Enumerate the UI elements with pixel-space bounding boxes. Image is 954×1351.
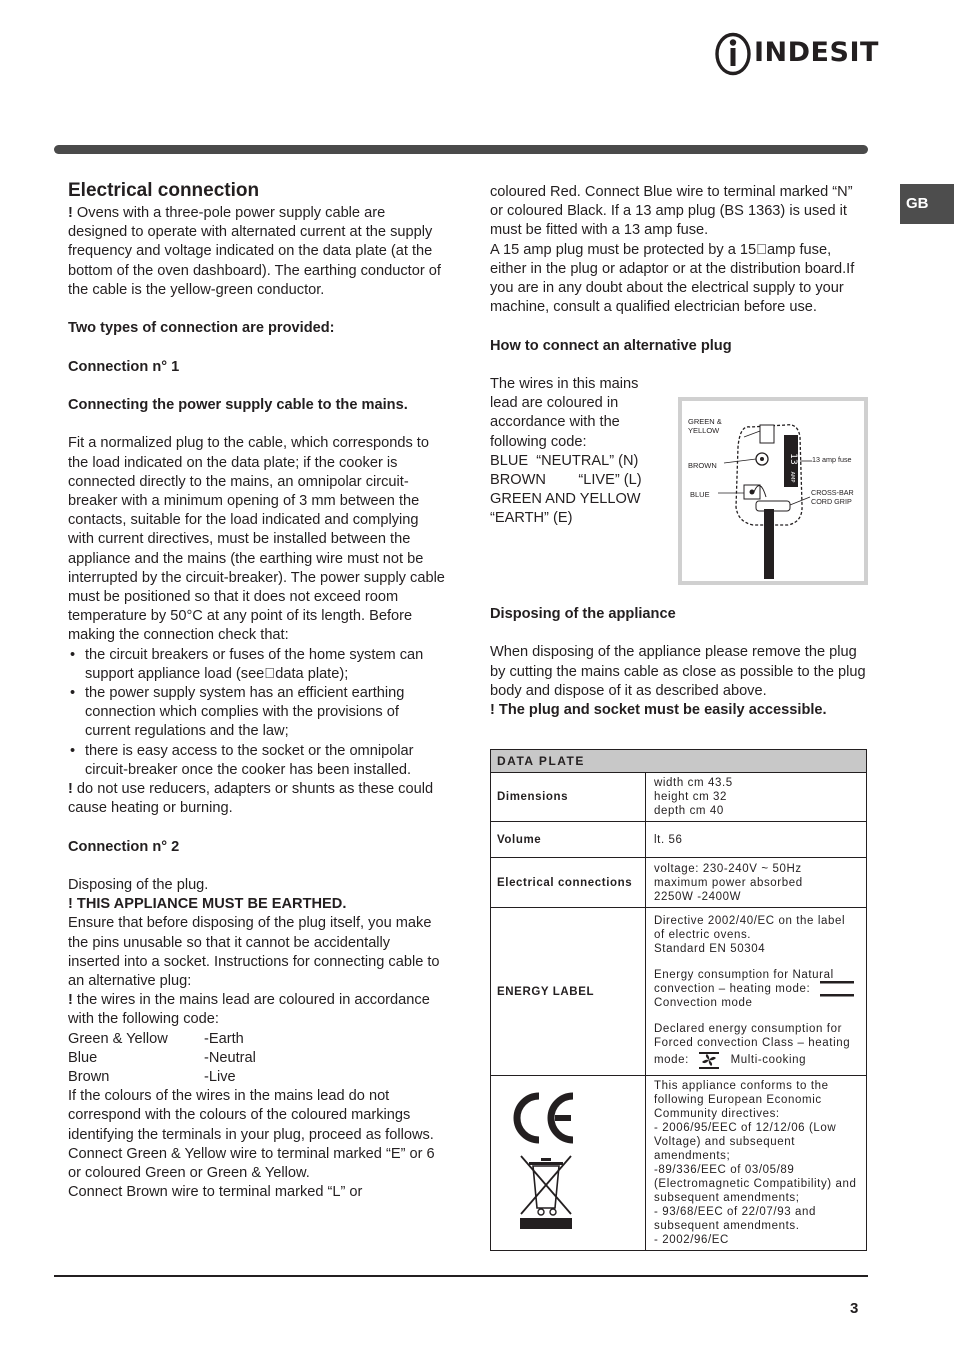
list-item: • there is easy access to the socket or the omnipolar circuit-breaker once the cooker has been installed. <box>68 742 446 780</box>
convection-mode-icon <box>820 980 854 998</box>
marks-cell <box>491 1076 646 1251</box>
warning-mark: ! <box>68 781 73 798</box>
earth-warning: ! THIS APPLIANCE MUST BE EARTHED. <box>68 896 347 913</box>
data-plate-table <box>490 749 867 1251</box>
plug-label-green: GREEN & <box>688 417 722 426</box>
alternative-plug-heading: How to connect an alternative plug <box>490 337 732 354</box>
table-row <box>491 1076 867 1251</box>
wire-line: BROWN “LIVE” (L) <box>490 472 642 489</box>
ensure-paragraph: Ensure that before disposing of the plug itself, you make the pins unusable so that it cannot be accidentally inserted into a socket. Instructions for connecting cable to an alternative plug: <box>68 915 440 990</box>
table-row <box>491 822 867 858</box>
plug-access-warning: ! The plug and socket must be easily accessible. <box>490 702 827 718</box>
connection-1-heading: Connection n° 1 <box>68 358 180 375</box>
wire-color: Green & Yellow <box>68 1030 168 1047</box>
plug-label-yellow: YELLOW <box>688 426 720 435</box>
conformity-line: - 2002/96/EC <box>654 1234 729 1246</box>
warning-mark: ! <box>68 992 73 1009</box>
energy-line: convection – heating mode: <box>654 982 811 995</box>
conformity-line: (Electromagnetic Compatibility) and <box>654 1178 857 1190</box>
table-row <box>491 908 867 1076</box>
plug-label-blue: BLUE <box>690 490 710 499</box>
wire-color: Blue <box>68 1049 98 1066</box>
conformity-line: subsequent amendments; <box>654 1192 800 1204</box>
connect-green-yellow: Connect Green & Yellow wire to terminal marked “E” or 6 or coloured Green or Green & Yellow. <box>68 1145 435 1182</box>
electrical-line: voltage: 230-240V ~ 50Hz <box>654 862 802 875</box>
conformity-line: Community directives: <box>654 1108 780 1120</box>
wires-intro-text: the wires in the mains lead are coloured in accordance with the following code: <box>68 992 430 1028</box>
wire-line: GREEN AND YELLOW <box>490 491 641 508</box>
two-types-heading: Two types of connection are provided: <box>68 320 335 337</box>
wire-colour-intro: The wires in this mains lead are coloured in accordance with the following code: <box>490 376 639 450</box>
amp-mark: AMP <box>789 471 795 483</box>
volume-value: lt. 56 <box>646 822 867 858</box>
energy-line: mode: <box>654 1053 689 1066</box>
wire-line: BLUE “NEUTRAL” (N) <box>490 452 639 469</box>
check-list <box>68 646 446 780</box>
conformity-line: amendments; <box>654 1150 731 1162</box>
plug-wiring-diagram <box>678 397 868 585</box>
wire-colour-text <box>490 375 670 529</box>
conformity-line: following European Economic <box>654 1094 822 1106</box>
electrical-label: Electrical connections <box>491 858 646 908</box>
list-item: • the power supply system has an efficient earthing connection which complies with the provisions of current regulations and the law; <box>68 684 446 742</box>
list-item: • the circuit breakers or fuses of the home system can support appliance load (see data plate); <box>68 646 446 684</box>
conformity-line: Voltage) and subsequent <box>654 1136 796 1148</box>
conformity-line: This appliance conforms to the <box>654 1080 829 1092</box>
language-tab: GB <box>900 184 954 224</box>
electrical-line: 2250W -2400W <box>654 890 742 903</box>
fuse-paragraph: A 15 amp plug must be protected by a 15 amp fuse, either in the plug or adaptor or at the distribution board.If you are in any doubt about the electrical supply to your machine, consult a qualified electrician before use. <box>490 241 855 316</box>
left-column <box>68 180 446 1202</box>
conformity-value <box>646 1076 867 1251</box>
volume-label: Volume <box>491 822 646 858</box>
connection-1-subheading: Connecting the power supply cable to the mains. <box>68 396 408 413</box>
disposal-section <box>490 605 868 720</box>
dimension-line: height cm 32 <box>654 791 728 803</box>
energy-line: Energy consumption for Natural <box>654 968 834 981</box>
energy-line: of electric ovens. <box>654 928 752 941</box>
section-heading: Electrical connection <box>68 180 260 201</box>
colours-paragraph: If the colours of the wires in the mains lead do not correspond with the colours of the coloured markings identifying the terminals in your plug, proceed as follows. <box>68 1088 434 1143</box>
energy-label: ENERGY LABEL <box>491 908 646 1076</box>
plug-label-fuse: 13 amp fuse <box>812 455 852 464</box>
page-number: 3 <box>850 1300 859 1317</box>
wire-role: -Earth <box>204 1030 244 1047</box>
wire-role: -Neutral <box>204 1049 256 1066</box>
indesit-logo-mark-icon <box>714 32 752 76</box>
data-plate-title: DATA PLATE <box>491 750 867 773</box>
dispose-plug-heading: Disposing of the plug. <box>68 877 209 894</box>
conformity-line: - 93/68/EEC of 22/07/93 and <box>654 1206 816 1218</box>
fuse-mark: 13 <box>788 453 798 465</box>
table-row <box>491 773 867 822</box>
energy-value <box>646 908 867 1076</box>
dimensions-label: Dimensions <box>491 773 646 822</box>
wire-color: Brown <box>68 1069 110 1086</box>
energy-line: Declared energy consumption for <box>654 1022 842 1035</box>
wire-line: “EARTH” (E) <box>490 510 573 527</box>
plug-label-brown: BROWN <box>688 461 717 470</box>
connect-brown: Connect Brown wire to terminal marked “L” or <box>68 1184 363 1201</box>
electrical-value <box>646 858 867 908</box>
intro-paragraph <box>68 204 446 300</box>
brand-name: INDESIT <box>754 37 879 68</box>
dimensions-value <box>646 773 867 822</box>
header-rule <box>54 145 868 154</box>
conformity-line: subsequent amendments. <box>654 1220 800 1232</box>
table-row <box>491 858 867 908</box>
plug-label-cordgrip: CORD GRIP <box>811 497 852 506</box>
disposal-heading: Disposing of the appliance <box>490 606 676 622</box>
footer-rule <box>54 1275 868 1277</box>
reducer-warning <box>68 780 446 818</box>
energy-line: Directive 2002/40/EC on the label <box>654 914 846 927</box>
wire-code-table <box>68 1030 446 1088</box>
weee-bin-icon <box>519 1154 573 1230</box>
continued-paragraph: coloured Red. Connect Blue wire to terminal marked “N” or coloured Black. If a 13 amp plug (BS 1363) is used it must be fitted with a 13 amp fuse. <box>490 184 853 239</box>
energy-line: Multi-cooking <box>730 1053 807 1066</box>
wires-intro <box>68 991 446 1029</box>
reducer-warning-text: do not use reducers, adapters or shunts as these could cause heating or burning. <box>68 781 434 817</box>
electrical-line: maximum power absorbed <box>654 876 803 889</box>
wire-role: -Live <box>204 1069 236 1086</box>
energy-line: Forced convection Class – heating <box>654 1036 851 1049</box>
connection-1-body: Fit a normalized plug to the cable, which corresponds to the load indicated on the data plate; if the cooker is connected directly to the mains, an omnipolar circuit-breaker with a minimum opening of 3 mm between the contacts, suitable for the load indicated and complying with current directives, must be installed between the appliance and the mains (the earthing wire must not be interrupted by the circuit-breaker). The power supply cable must be positioned so that it does not exceed room temperature by 50°C at any point of its length. Before making the connection check that: <box>68 435 445 644</box>
plug-label-crossbar: CROSS-BAR <box>811 488 854 497</box>
energy-line: Standard EN 50304 <box>654 942 766 955</box>
disposal-body: When disposing of the appliance please remove the plug by cutting the mains cable as close as possible to the plug body and dispose of it as described above. <box>490 644 866 699</box>
dimension-line: depth cm 40 <box>654 805 724 817</box>
connection-2-heading: Connection n° 2 <box>68 838 180 855</box>
ce-mark-icon <box>511 1090 577 1146</box>
plug-icon <box>678 397 868 585</box>
warning-mark: ! <box>68 205 73 221</box>
indesit-logo <box>714 32 879 76</box>
intro-text: Ovens with a three-pole power supply cable are designed to operate with alternated current at the supply frequency and voltage indicated on the data plate (at the bottom of the oven dashboard). The earthing conductor of the cable is the yellow-green conductor. <box>68 205 441 298</box>
conformity-line: - 2006/95/EEC of 12/12/06 (Low <box>654 1122 837 1134</box>
conformity-line: -89/336/EEC of 03/05/89 <box>654 1164 795 1176</box>
energy-line: Convection mode <box>654 996 753 1009</box>
dimension-line: width cm 43.5 <box>654 777 733 789</box>
multi-cooking-fan-icon <box>697 1050 723 1070</box>
